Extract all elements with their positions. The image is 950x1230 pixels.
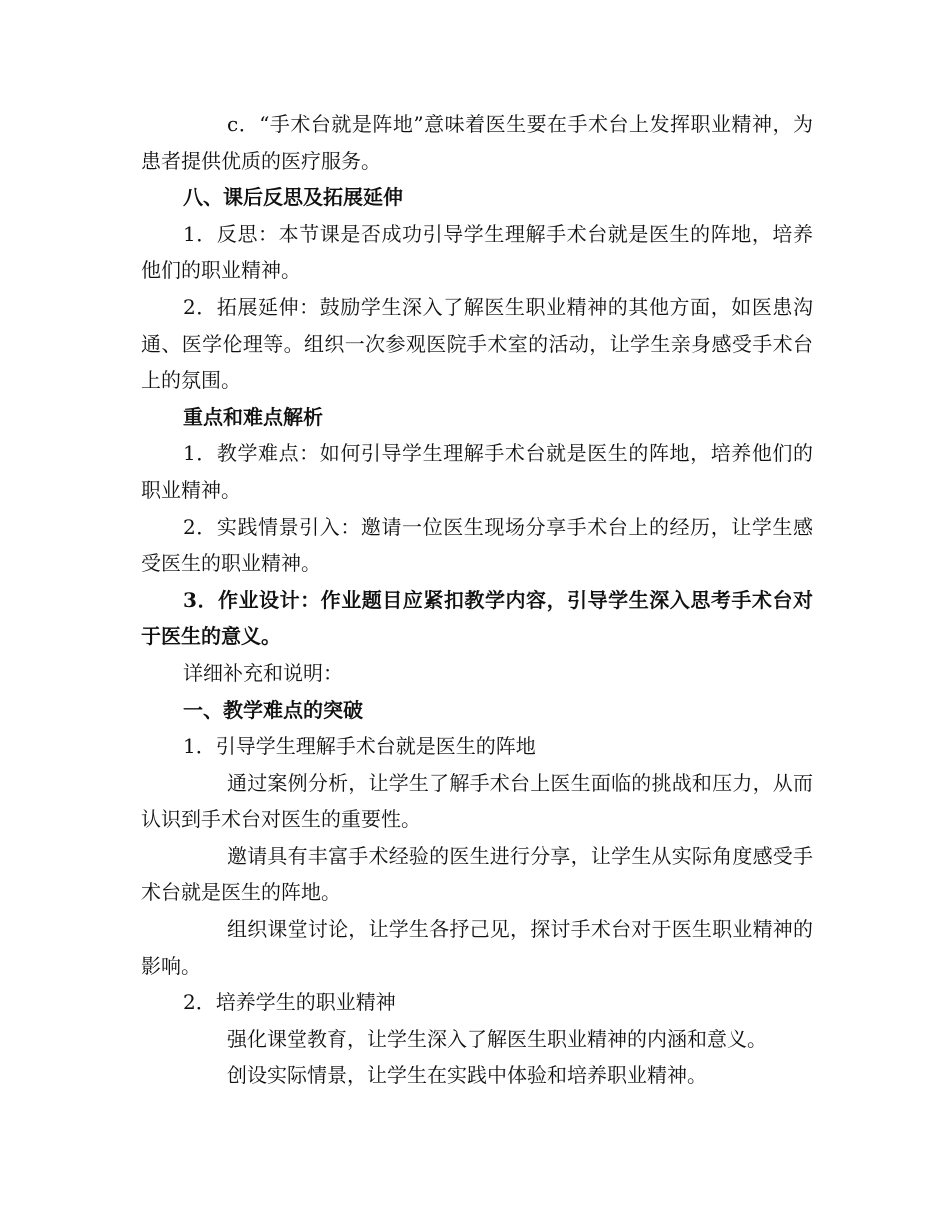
paragraph-1: c．“手术台就是阵地”意味着医生要在手术台上发挥职业精神，为患者提供优质的医疗服务。 <box>141 112 813 173</box>
paragraph-reflection: 1．反思：本节课是否成功引导学生理解手术台就是医生的阵地，培养他们的职业精神。 <box>141 221 813 283</box>
paragraph-case-analysis: 通过案例分析，让学生了解手术台上医生面临的挑战和压力，从而认识到手术台对医生的重要性。 <box>141 770 813 832</box>
paragraph-create-scenarios: 创设实际情景，让学生在实践中体验和培养职业精神。 <box>227 1063 707 1088</box>
paragraph-strengthen-education: 强化课堂教育，让学生深入了解医生职业精神的内涵和意义。 <box>227 1026 767 1051</box>
paragraph-practice-scenario: 2．实践情景引入：邀请一位医生现场分享手术台上的经历，让学生感受医生的职业精神。 <box>141 514 813 576</box>
paragraph-supplement-label: 详细补充和说明： <box>183 660 343 685</box>
paragraph-homework-design: 3．作业设计：作业题目应紧扣教学内容，引导学生深入思考手术台对于医生的意义。 <box>141 587 813 649</box>
section-heading-1: 一、教学难点的突破 <box>183 697 363 722</box>
paragraph-teaching-difficulty: 1．教学难点：如何引导学生理解手术台就是医生的阵地，培养他们的职业精神。 <box>141 441 813 502</box>
subheading-understand-operating-table: 1．引导学生理解手术台就是医生的阵地 <box>183 734 536 759</box>
paragraph-invite-doctor: 邀请具有丰富手术经验的医生进行分享，让学生从实际角度感受手术台就是医生的阵地。 <box>141 843 813 905</box>
section-heading-8: 八、课后反思及拓展延伸 <box>183 185 403 210</box>
paragraph-class-discussion: 组织课堂讨论，让学生各抒己见，探讨手术台对于医生职业精神的影响。 <box>141 917 813 978</box>
subheading-professional-spirit: 2．培养学生的职业精神 <box>183 990 396 1015</box>
document-body <box>141 106 813 1094</box>
heading-key-difficult-points: 重点和难点解析 <box>183 404 323 429</box>
paragraph-extension: 2．拓展延伸：鼓励学生深入了解医生职业精神的其他方面，如医患沟通、医学伦理等。组织一次参观医院手术室的活动，让学生亲身感受手术台上的氛围。 <box>141 294 813 393</box>
